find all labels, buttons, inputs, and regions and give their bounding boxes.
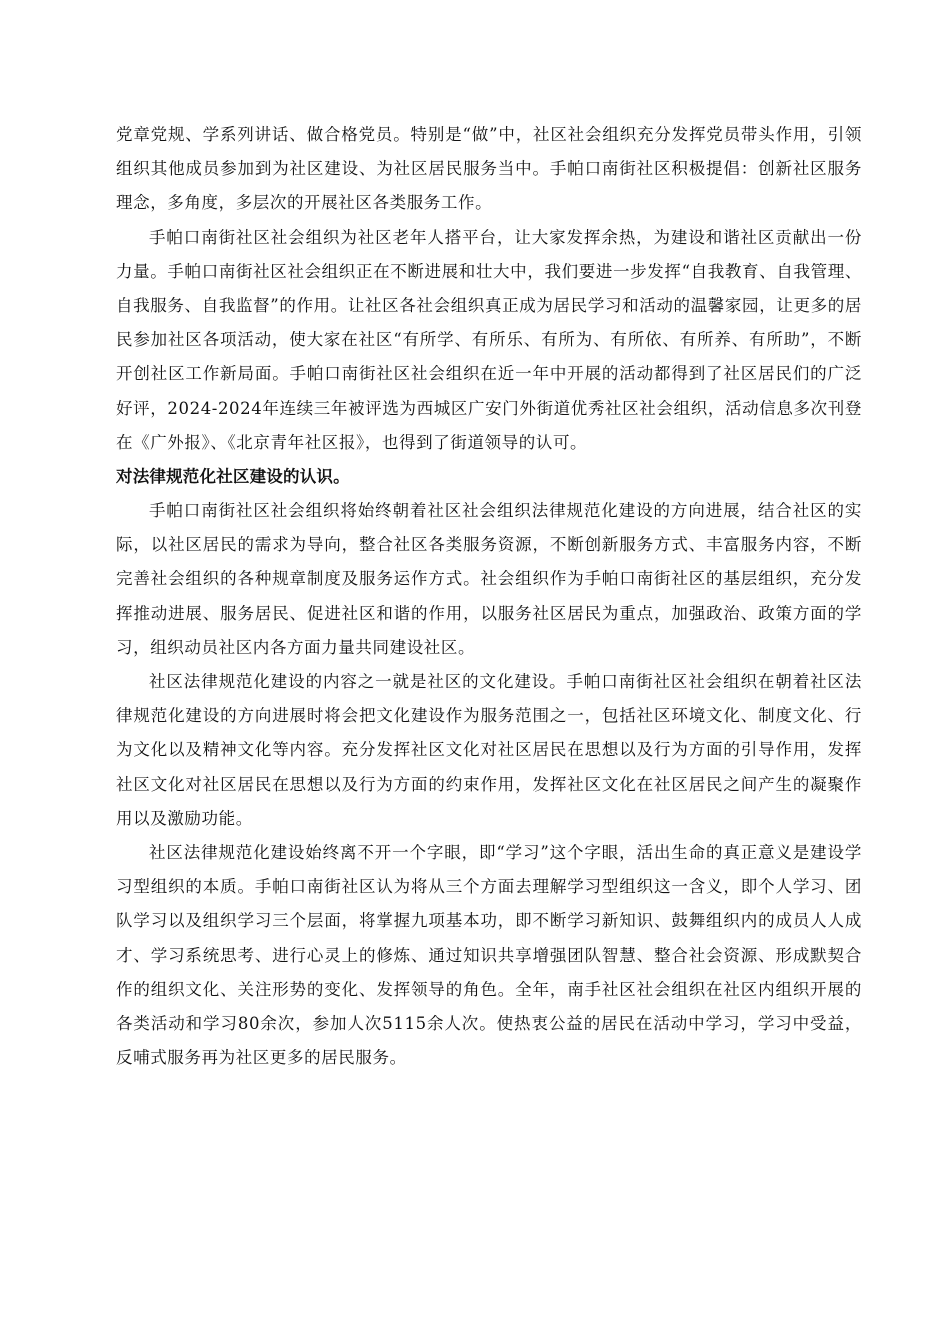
paragraph-learning-organization: 社区法律规范化建设始终离不开一个字眼，即“学习”这个字眼，活出生命的真正意义是建设学习型组织的本质。手帕口南街社区认为将从三个方面去理解学习型组织这一含义，即个人学习、团队学习以及组织学习三个层面，将掌握九项基本功，即不断学习新知识、鼓舞组织内的成员人人成才、学习系统思考、进行心灵上的修炼、通过知识共享增强团队智慧、整合社会资源、形成默契合作的组织文化、关注形势的变化、发挥领导的角色。全年，南手社区社会组织在社区内组织开展的各类活动和学习80余次，参加人次5115余人次。使热衷公益的居民在活动中学习，学习中受益，反哺式服务再为社区更多的居民服务。	[116, 843, 862, 1068]
paragraph-legal-construction: 手帕口南街社区社会组织将始终朝着社区社会组织法律规范化建设的方向进展，结合社区的实际，以社区居民的需求为导向，整合社区各类服务资源，不断创新服务方式、丰富服务内容，不断完善社会组织的各种规章制度及服务运作方式。社会组织作为手帕口南街社区的基层组织，充分发挥推动进展、服务居民、促进社区和谐的作用，以服务社区居民为重点，加强政治、政策方面的学习，组织动员社区内各方面力量共同建设社区。	[116, 501, 862, 657]
document-page	[116, 118, 862, 1075]
paragraph-culture-construction: 社区法律规范化建设的内容之一就是社区的文化建设。手帕口南街社区社会组织在朝着社区法律规范化建设的方向进展时将会把文化建设作为服务范围之一，包括社区环境文化、制度文化、行为文化以及精神文化等内容。充分发挥社区文化对社区居民在思想以及行为方面的引导作用，发挥社区文化对社区居民在思想以及行为方面的约束作用，发挥社区文化在社区居民之间产生的凝聚作用以及激励功能。	[116, 672, 862, 828]
paragraph-community-organization: 手帕口南街社区社会组织为社区老年人搭平台，让大家发挥余热，为建设和谐社区贡献出一份力量。手帕口南街社区社会组织正在不断进展和壮大中，我们要进一步发挥“自我教育、自我管理、自我服务、自我监督”的作用。让社区各社会组织真正成为居民学习和活动的温馨家园，让更多的居民参加社区各项活动，使大家在社区“有所学、有所乐、有所为、有所依、有所养、有所助”，不断开创社区工作新局面。手帕口南街社区社会组织在近一年中开展的活动都得到了社区居民们的广泛好评，2024-2024年连续三年被评选为西城区广安门外街道优秀社区社会组织，活动信息多次刊登在《广外报》、《北京青年社区报》，也得到了街道领导的认可。	[116, 227, 862, 452]
paragraph-continuation: 党章党规、学系列讲话、做合格党员。特别是“做”中，社区社会组织充分发挥党员带头作用，引领组织其他成员参加到为社区建设、为社区居民服务当中。手帕口南街社区积极提倡：创新社区服务理念，多角度，多层次的开展社区各类服务工作。	[116, 125, 862, 213]
section-heading: 对法律规范化社区建设的认识。	[116, 467, 350, 487]
